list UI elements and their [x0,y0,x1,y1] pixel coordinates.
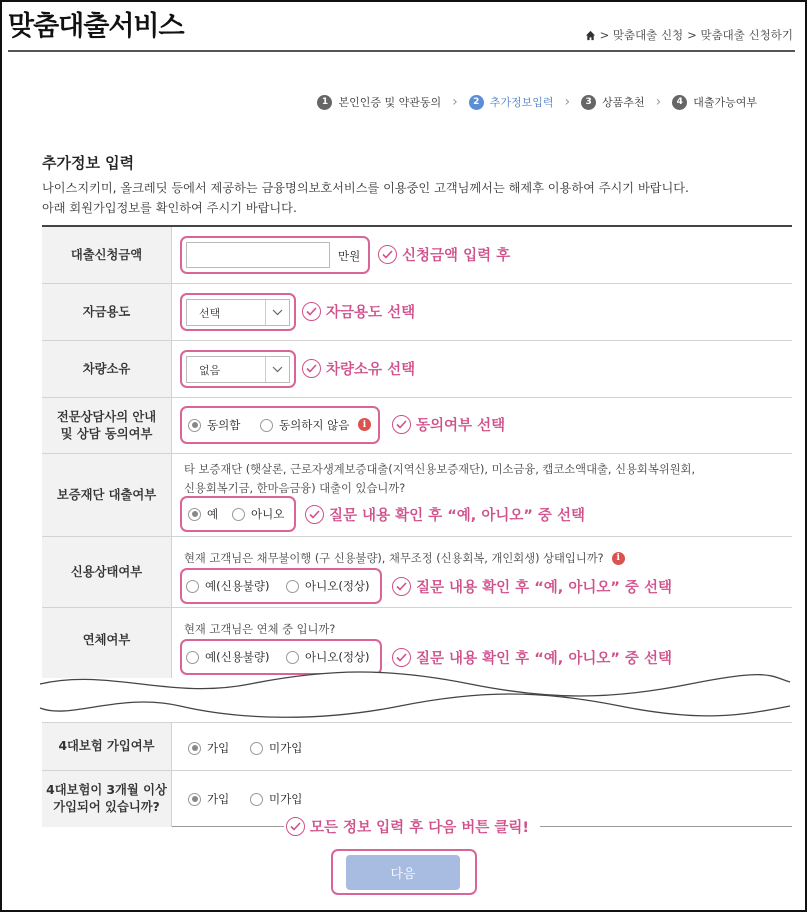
row-overdue [42,608,792,678]
field-label: 보증재단 대출여부 [42,454,172,536]
chevron-right-icon: › [564,94,571,110]
radio-icon [286,580,299,593]
row-consent [42,398,792,454]
radio-icon [186,580,199,593]
form-table [42,225,792,678]
check-circle-icon [302,302,321,321]
annotation-text: 모든 정보 입력 후 다음 버튼 클릭! [310,820,529,836]
divider-line [540,826,792,827]
question-line: 타 보증재단 (햇살론, 근로자생계보증대출(지역신용보증재단), 미소금융, 캡코소액대출, 신용회복위원회, [184,463,696,476]
field-label [42,771,172,827]
field-label [42,398,172,453]
label-line: 가입되어 있습니까? [53,800,160,814]
radio-label: 예(신용불량) [205,650,270,664]
radio-label: 아니오(정상) [305,650,370,664]
radio-icon [250,742,263,755]
field-cell [172,608,792,678]
field-cell [172,537,792,607]
step-number: 3 [581,95,596,110]
row-purpose [42,284,792,341]
home-icon[interactable] [585,30,596,41]
check-circle-icon [392,577,411,596]
check-circle-icon [378,245,397,264]
amount-input[interactable] [186,242,330,268]
vehicle-select[interactable] [186,356,290,383]
consent-agree-radio[interactable] [188,417,240,433]
question-text: 현재 고객님은 연체 중 입니까? [184,623,336,636]
radio-icon [188,793,201,806]
radio-label: 동의함 [207,418,241,432]
step-4 [672,94,757,110]
select-value: 선택 [199,306,221,320]
field-label: 자금용도 [42,284,172,340]
row-insurance [42,723,792,771]
field-label: 연체여부 [42,608,172,678]
step-1 [317,94,441,110]
annotation-text: 차량소유 선택 [326,362,416,378]
guarantee-no-radio[interactable] [232,506,284,522]
header-divider [8,50,795,52]
step-number: 2 [469,95,484,110]
question-text [184,549,625,568]
step-number: 1 [317,95,332,110]
step-label: 대출가능여부 [693,96,757,109]
insurance3-yes-radio[interactable] [188,791,229,807]
chevron-right-icon: › [655,94,662,110]
radio-icon [286,651,299,664]
field-cell [172,341,792,397]
select-value: 없음 [199,363,221,377]
check-circle-icon [305,505,324,524]
annotation [392,576,672,597]
annotation-text: 질문 내용 확인 후 “예, 아니오” 중 선택 [416,580,673,596]
check-circle-icon [392,648,411,667]
field-label: 신용상태여부 [42,537,172,607]
annotation [302,301,415,322]
annotation [305,504,585,525]
page-title: 맞춤대출서비스 [8,11,184,42]
radio-label: 예 [207,507,219,521]
divider-line [172,826,284,827]
radio-label: 아니오(정상) [305,579,370,593]
annotation [392,647,672,668]
next-button[interactable]: 다음 [346,855,460,890]
page-cut-wave [0,670,807,720]
insurance-no-radio[interactable] [250,740,302,756]
field-cell [172,284,792,340]
label-line: 4대보험이 3개월 이상 [46,783,167,797]
field-cell [172,398,792,453]
step-label: 상품추천 [602,96,645,109]
field-cell [172,723,792,770]
annotation [302,358,415,379]
credit-no-radio[interactable] [286,578,370,594]
progress-steps [317,94,757,110]
radio-label: 미가입 [269,741,303,755]
radio-icon [188,742,201,755]
radio-label: 가입 [207,741,230,755]
field-cell [172,454,792,536]
radio-label: 미가입 [269,792,303,806]
breadcrumb [585,27,793,43]
chevron-right-icon: › [452,94,458,110]
annotation [378,244,510,265]
overdue-no-radio[interactable] [286,649,370,665]
annotation-text: 신청금액 입력 후 [402,248,511,264]
label-line: 전문상담사의 안내 [56,409,157,424]
field-label: 차량소유 [42,341,172,397]
section-description [42,178,772,218]
radio-icon [232,508,245,521]
annotation-text: 자금용도 선택 [326,305,416,321]
radio-icon [250,793,263,806]
step-number: 4 [672,95,687,110]
step-3 [581,94,645,110]
guarantee-yes-radio[interactable] [188,506,218,522]
question-line: 현재 고객님은 채무불이행 (구 신용불량), 채무조정 (신용회복, 개인회생) 상태입니까? [184,552,604,565]
row-vehicle [42,341,792,398]
annotation-text: 질문 내용 확인 후 “예, 아니오” 중 선택 [329,508,586,524]
step-label: 본인인증 및 약관동의 [338,96,442,109]
radio-icon [260,419,273,432]
row-amount [42,227,792,284]
breadcrumb-item: > 맞춤대출 신청하기 [687,28,793,42]
radio-label: 예(신용불량) [205,579,270,593]
row-guarantee [42,454,792,537]
question-line: 신용회복기금, 한마음금융) 대출이 있습니까? [184,482,406,495]
radio-icon [188,508,201,521]
radio-icon [186,651,199,664]
description-line: 아래 회원가입정보를 확인하여 주시기 바랍니다. [42,201,297,215]
field-label: 4대보험 가입여부 [42,723,172,770]
question-text [184,460,695,498]
label-line: 및 상담 동의여부 [60,426,153,441]
annotation [392,414,505,435]
chevron-down-icon [265,300,289,325]
check-circle-icon [302,359,321,378]
check-circle-icon [286,817,305,836]
credit-yes-radio[interactable] [186,578,270,594]
form-table-lower [42,722,792,827]
field-cell [172,227,792,283]
purpose-select[interactable] [186,299,290,326]
radio-label: 동의하지 않음 [279,418,350,432]
insurance-yes-radio[interactable] [188,740,229,756]
insurance3-no-radio[interactable] [250,791,302,807]
radio-label: 아니오 [251,507,285,521]
row-credit [42,537,792,608]
consent-disagree-radio[interactable] [260,417,349,433]
radio-icon [188,419,201,432]
breadcrumb-item[interactable]: > 맞춤대출 신청 [599,28,684,42]
chevron-down-icon [265,357,289,382]
check-circle-icon [392,415,411,434]
amount-unit: 만원 [338,249,361,263]
radio-label: 가입 [207,792,230,806]
step-label: 추가정보입력 [489,96,554,109]
field-label: 대출신청금액 [42,227,172,283]
annotation-text: 질문 내용 확인 후 “예, 아니오” 중 선택 [416,651,673,667]
info-icon[interactable]: i [358,418,371,431]
annotation-text: 동의여부 선택 [416,418,506,434]
step-2 [469,94,554,110]
section-title: 추가정보 입력 [42,154,135,172]
final-annotation [286,816,529,837]
info-icon[interactable]: i [612,552,625,565]
overdue-yes-radio[interactable] [186,649,270,665]
description-line: 나이스지키미, 올크레딧 등에서 제공하는 금융명의보호서비스를 이용중인 고객님께서는 해제후 이용하여 주시기 바랍니다. [42,181,689,195]
